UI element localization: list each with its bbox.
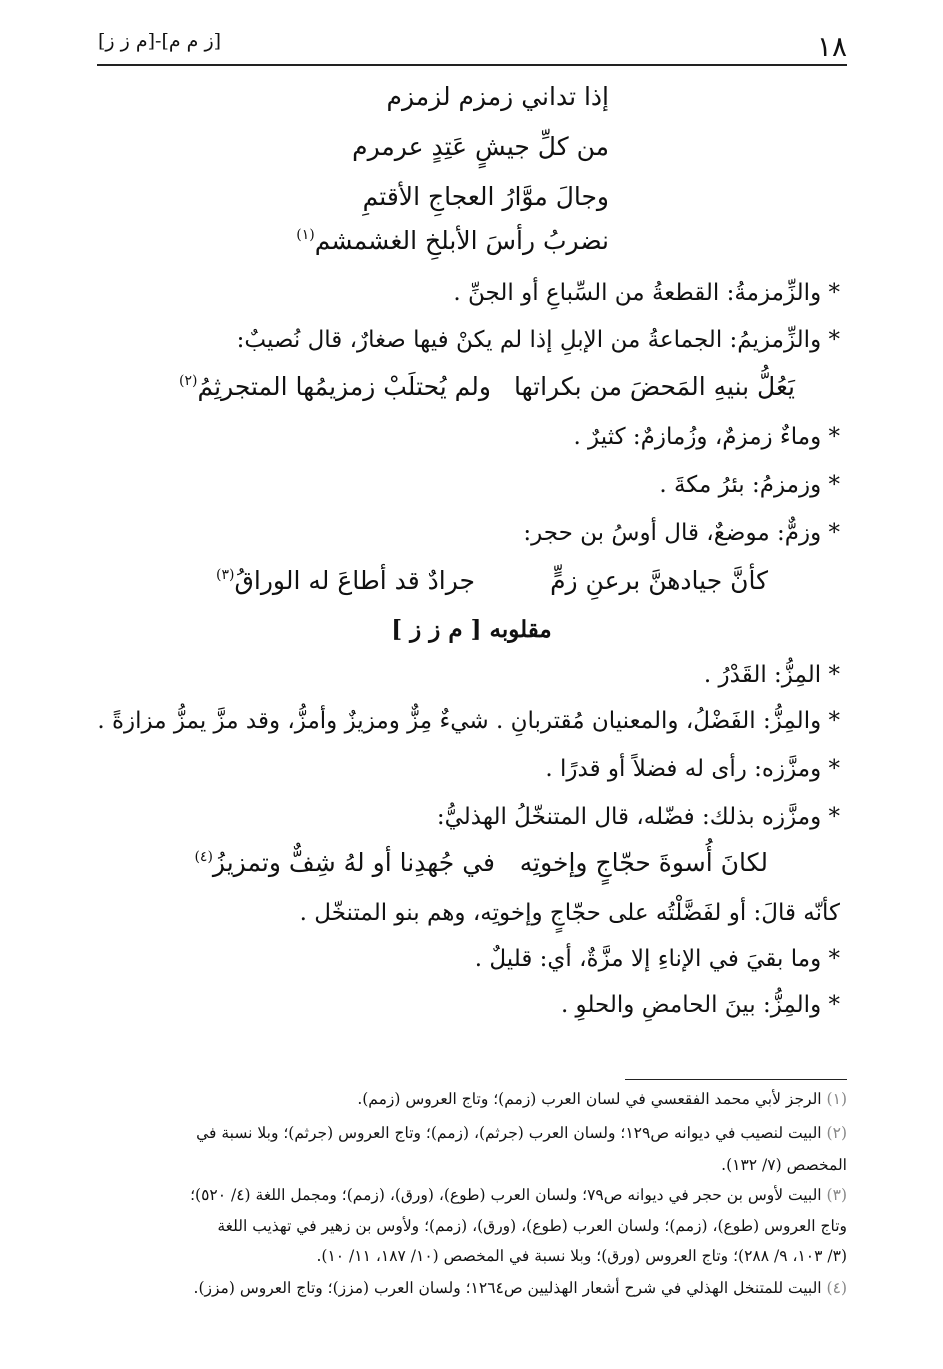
page-number: ١٨ [816,30,847,63]
aws-verse-first: كأنَّ جيادهنَّ برعنِ زمٍّ [550,566,768,595]
aws-verse-second [216,566,475,596]
footnote-ref-2: (٢) [179,373,198,389]
explanation-kaannahu: كأنّه قالَ: أو لفَضَّلْتُه على حجّاجٍ وإخوتِه، وهم بنو المتنخّل . [299,900,840,926]
footnote-2 [196,1124,847,1143]
footnote-3-line-3: (٣/ ١٠٣، ٩/ ٢٨٨)؛ وتاج العروس (ورق)؛ وبلا نسبة في المخصص (١٠/ ١٨٧، ١١/ ١٠). [316,1247,847,1265]
footnote-4 [194,1279,847,1298]
footnote-4-number: (٤) [826,1279,847,1297]
mutanakhkhil-verse-second-text: في جُهدِنا أو لهُ شِفٌّ وتمزيزُ [212,848,495,877]
rajaz-line-2: من كلِّ جيشٍ عَتِدٍ عرمرم [352,132,609,161]
rajaz-line-4 [296,226,609,256]
entry-mizz-fadl: * والمِزُّ: الفَضْلُ، والمعنيان مُقتربانِ . شيءٌ مِزٌّ ومزيزٌ وأمزُّ، وقد مزَّ يمزُّ مزازةً . [97,708,840,734]
footnote-rule [625,1079,847,1080]
footnote-4-text: البيت للمتنخل الهذلي في شرح أشعار الهذليين ص١٢٦٤؛ ولسان العرب (مزز)؛ وتاج العروس (مزز). [193,1279,822,1297]
entry-mazzazahu-fadl: * ومزَّزه بذلك: فضّله، قال المتنخّلُ الهذليُّ: [436,804,840,830]
footnote-3-line-2: وتاج العروس (طوع)، (زمم)؛ ولسان العرب (طوع)، (ورق)، (زمم)؛ ولأوس بن زهير في تهذيب اللغة [217,1217,847,1235]
header-rule [97,64,847,66]
footnote-2-line-1: البيت لنصيب في ديوانه ص١٢٩؛ ولسان العرب (جرثم)، (زمم)؛ وتاج العروس (جرثم)؛ وبلا نسبة في [196,1124,822,1142]
footnote-3 [190,1186,847,1205]
footnote-1-number: (١) [826,1090,847,1108]
entry-mazzazahu-ra: * ومزَّزه: رأى له فضلاً أو قدرًا . [545,756,840,782]
entry-mizz-qadr: * المِزُّ: القَدْرُ . [703,662,840,688]
entry-mazza-qalil: * وما بقيَ في الإناءِ إلا مزَّةٌ، أي: قليلٌ . [474,946,840,972]
mutanakhkhil-verse-first: لكانَ أُسوةَ حجّاجٍ وإخوتِه [519,848,768,877]
footnote-ref-3: (٣) [216,567,235,583]
running-head: [ز م م]-[م ز ز] [98,30,222,52]
rajaz-line-1: إذا تداني زمزم لزمزم [386,82,609,111]
section-heading: مقلوبه [ م ز ز ] [391,616,552,643]
footnote-1 [357,1090,847,1109]
footnote-1-text: الرجز لأبي محمد الفقعسي في لسان العرب (زمم)؛ وتاج العروس (زمم). [357,1090,822,1108]
footnote-3-number: (٣) [826,1186,847,1204]
footnote-3-line-1: البيت لأوس بن حجر في ديوانه ص٧٩؛ ولسان العرب (طوع)، (ورق)، (زمم)؛ ومجمل اللغة (٤/ ٥٢٠)؛ [190,1186,822,1204]
footnote-2-line-2: المخصص (٧/ ١٣٢). [721,1156,847,1174]
aws-verse-second-text: جرادٌ قد أطاعَ له الوراقُ [234,566,475,595]
footnote-ref-1: (١) [296,227,315,243]
entry-mizz-hamid: * والمِزُّ: بينَ الحامضِ والحلوِ . [560,992,840,1018]
entry-zamzam-well: * وزمزمُ: بئرُ مكةَ . [659,472,840,498]
entry-zamm: * وزمٌّ: موضعٌ، قال أوسُ بن حجر: [523,520,840,546]
nusayb-verse-second-text: ولم يُحتلَبْ زمزيمُها المتجرثِمُ [197,372,491,401]
entry-zimzim: * والزِّمزيمُ: الجماعةُ من الإبلِ إذا لم يكنْ فيها صغارٌ، قال نُصيبٌ: [236,327,840,353]
rajaz-line-4-text: نضربُ رأسَ الأبلخِ الغشمشم [314,226,609,255]
nusayb-verse-second [179,372,491,402]
mutanakhkhil-verse-second [194,848,495,878]
nusayb-verse-first: يَعُلُّ بنيهِ المَحضَ من بكراتها [514,372,795,401]
rajaz-line-3: وجالَ موَّارُ العجاجِ الأقتمِ [362,182,609,211]
footnote-2-number: (٢) [826,1124,847,1142]
footnote-ref-4: (٤) [194,849,213,865]
entry-maa-zamzam: * وماءٌ زمزمٌ، وزُمازمٌ: كثيرٌ . [573,424,840,450]
entry-zimzima: * والزِّمزمةُ: القطعةُ من السِّباعِ أو الجنِّ . [453,280,840,306]
